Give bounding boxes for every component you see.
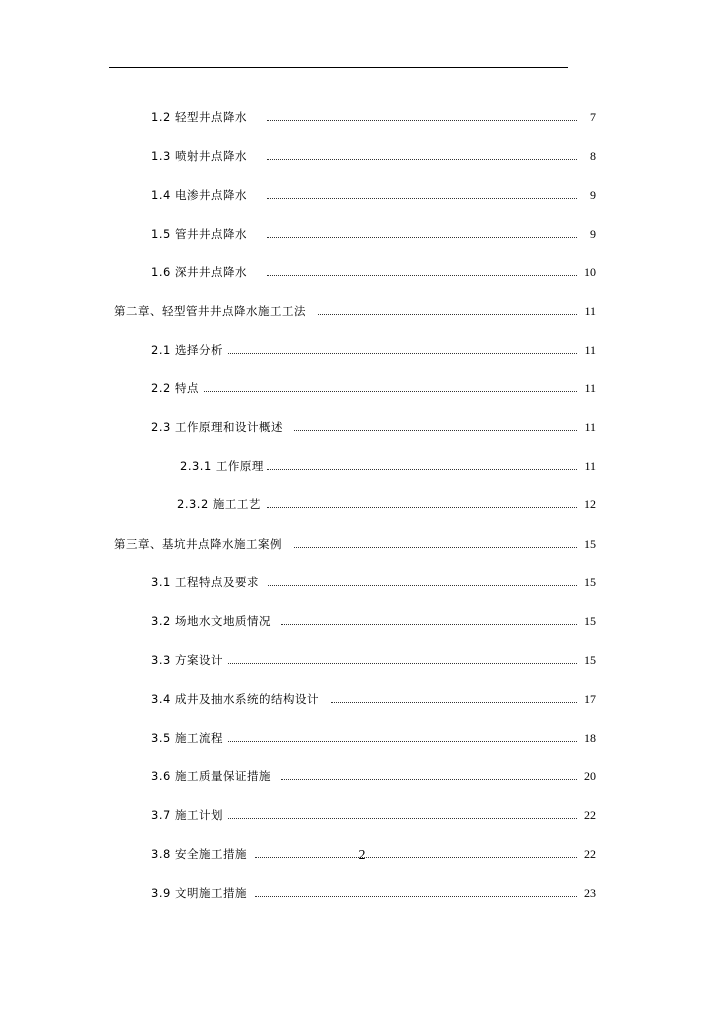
toc-entry: [0, 689, 724, 709]
toc-entry: [0, 883, 724, 903]
toc-entry-page: 23: [584, 886, 596, 900]
toc-entry-page: 8: [590, 149, 596, 163]
toc-entry: [0, 146, 724, 166]
toc-entry: [0, 572, 724, 592]
toc-entry-page: 15: [584, 575, 596, 589]
toc-entry: [0, 107, 724, 127]
toc-leader-dots: [204, 391, 577, 392]
toc-entry-title: 3.9 文明施工措施: [151, 886, 247, 900]
toc-entry-page: 22: [584, 847, 596, 861]
toc-leader-dots: [268, 585, 577, 586]
toc-entry-title: 3.3 方案设计: [151, 653, 223, 667]
toc-subsection-entry: [0, 494, 724, 514]
toc-entry-page: 11: [584, 304, 596, 318]
toc-chapter-entry: [0, 534, 724, 554]
toc-entry: [0, 650, 724, 670]
toc-entry-page: 9: [590, 188, 596, 202]
toc-entry-page: 12: [584, 497, 596, 511]
toc-entry-title: 3.2 场地水文地质情况: [151, 614, 271, 628]
toc-entry-page: 18: [584, 731, 596, 745]
toc-entry: [0, 805, 724, 825]
toc-entry: [0, 262, 724, 282]
toc-leader-dots: [267, 275, 577, 276]
toc-entry-title: 2.3 工作原理和设计概述: [151, 420, 283, 434]
toc-entry: [0, 378, 724, 398]
toc-entry-page: 22: [584, 808, 596, 822]
toc-entry-page: 15: [584, 537, 596, 551]
toc-entry-title: 3.1 工程特点及要求: [151, 575, 259, 589]
toc-entry-page: 7: [590, 110, 596, 124]
toc-leader-dots: [267, 237, 577, 238]
toc-entry: [0, 340, 724, 360]
toc-entry-page: 10: [584, 265, 596, 279]
toc-entry-title: 3.5 施工流程: [151, 731, 223, 745]
toc-entry-page: 11: [584, 459, 596, 473]
toc-entry-page: 17: [584, 692, 596, 706]
toc-chapter-entry: [0, 301, 724, 321]
toc-leader-dots: [255, 896, 577, 897]
toc-leader-dots: [228, 663, 577, 664]
toc-entry-title: 3.7 施工计划: [151, 808, 223, 822]
toc-leader-dots: [267, 469, 577, 470]
toc-entry-title: 1.4 电渗井点降水: [151, 188, 247, 202]
toc-entry-title: 第二章、轻型管井井点降水施工工法: [114, 304, 306, 318]
toc-entry-page: 20: [584, 769, 596, 783]
toc-leader-dots: [267, 507, 577, 508]
toc-leader-dots: [318, 314, 577, 315]
toc-entry-page: 11: [584, 343, 596, 357]
toc-entry-title: 2.2 特点: [151, 381, 199, 395]
toc-entry: [0, 224, 724, 244]
toc-entry-title: 1.6 深井井点降水: [151, 265, 247, 279]
toc-subsection-entry: [0, 456, 724, 476]
toc-leader-dots: [294, 430, 577, 431]
toc-leader-dots: [331, 702, 577, 703]
toc-leader-dots: [281, 624, 577, 625]
toc-entry: [0, 728, 724, 748]
toc-entry-title: 1.3 喷射井点降水: [151, 149, 247, 163]
toc-entry-page: 9: [590, 227, 596, 241]
toc-entry-title: 第三章、基坑井点降水施工案例: [114, 537, 282, 551]
toc-entry-title: 3.4 成井及抽水系统的结构设计: [151, 692, 319, 706]
toc-entry: [0, 766, 724, 786]
toc-entry: [0, 417, 724, 437]
toc-leader-dots: [267, 198, 577, 199]
page-number: 2: [358, 848, 366, 863]
toc-leader-dots: [228, 818, 577, 819]
toc-entry-title: 1.2 轻型井点降水: [151, 110, 247, 124]
toc-entry: [0, 185, 724, 205]
toc-leader-dots: [267, 159, 577, 160]
toc-entry-page: 11: [584, 420, 596, 434]
toc-entry-title: 3.6 施工质量保证措施: [151, 769, 271, 783]
toc-leader-dots: [228, 353, 577, 354]
toc-leader-dots: [294, 547, 577, 548]
toc-leader-dots: [281, 779, 577, 780]
toc-entry: [0, 611, 724, 631]
toc-entry-page: 11: [584, 381, 596, 395]
toc-entry-title: 3.8 安全施工措施: [151, 847, 247, 861]
toc-entry-page: 15: [584, 653, 596, 667]
toc-entry-title: 1.5 管井井点降水: [151, 227, 247, 241]
toc-entry-title: 2.3.1 工作原理: [180, 459, 264, 473]
toc-entry-page: 15: [584, 614, 596, 628]
toc-entry-title: 2.3.2 施工工艺: [177, 497, 261, 511]
toc-leader-dots: [228, 741, 577, 742]
toc-leader-dots: [267, 120, 577, 121]
toc-entry-title: 2.1 选择分析: [151, 343, 223, 357]
